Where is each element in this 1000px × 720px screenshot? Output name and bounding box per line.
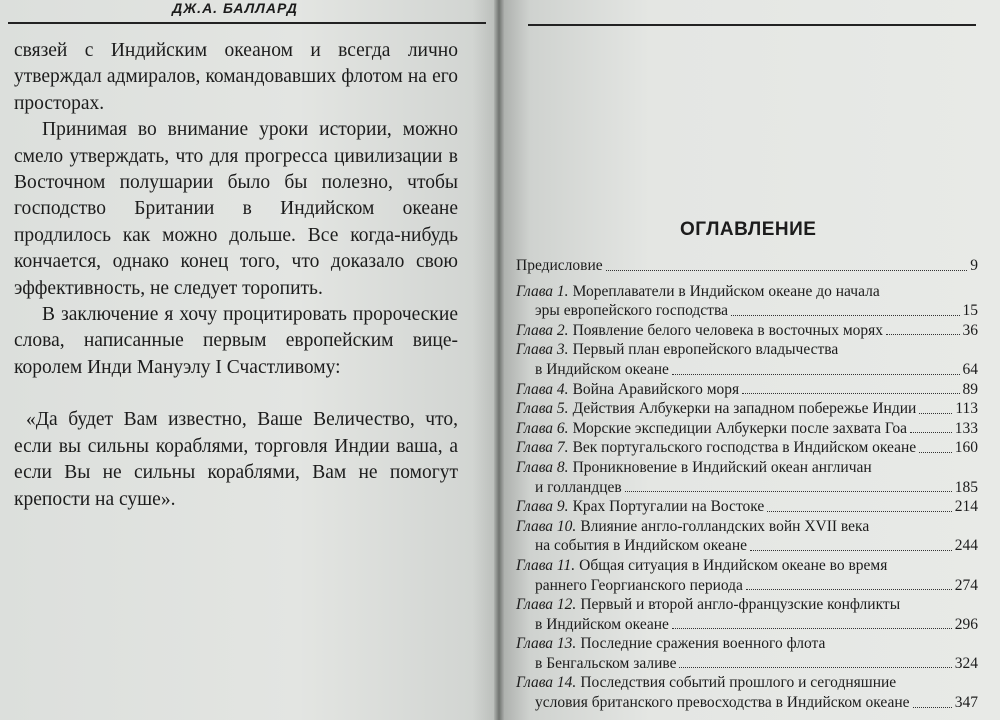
chapter-title: в Индийском океане (535, 360, 669, 378)
toc-title: ОГЛАВЛЕНИЕ (680, 219, 817, 240)
left-page (0, 0, 497, 720)
toc-entry-line (516, 438, 978, 458)
toc-entry-line (516, 615, 978, 635)
toc-entry-line (516, 517, 978, 537)
chapter-label: Глава 3. (516, 341, 569, 359)
toc-entry-line (516, 399, 978, 419)
paragraph-2: Принимая во внимание уроки истории, можно смело утверждать, что для прогресса цивилизации в Восточном полушарии было бы полезно, чтобы господство Британии в Индийском океане продлилось как можно дольше. Все когда-нибудь кончается, однако конец того, что доказало свою эффективность, не следует торопить. (14, 119, 458, 299)
toc-entry-line (516, 595, 978, 615)
toc-entry-line (516, 256, 978, 276)
dot-leader (679, 654, 951, 669)
chapter-title: Первый план европейского владычества (572, 341, 839, 359)
page-number: 15 (962, 302, 978, 320)
chapter-label: Глава 4. (516, 380, 569, 398)
dot-leader (746, 576, 952, 591)
toc-entry-line (516, 458, 978, 478)
chapter-label: Глава 2. (516, 321, 569, 339)
right-page (500, 0, 1000, 720)
dot-leader (913, 693, 952, 708)
toc-entry-line (516, 497, 978, 517)
toc-entry-line (516, 282, 978, 302)
toc-entry (516, 399, 978, 419)
chapter-title: на события в Индийском океане (535, 537, 747, 555)
chapter-title: Крах Португалии на Востоке (572, 498, 765, 516)
toc-entry-line (516, 536, 978, 556)
chapter-title: Первый и второй англо-французские конфликты (580, 596, 901, 614)
toc-entry (516, 595, 978, 634)
chapter-title: Война Аравийского моря (572, 380, 740, 398)
toc-entry-line (516, 693, 978, 713)
chapter-label: Глава 12. (516, 596, 577, 614)
page-number: 347 (954, 694, 978, 712)
toc-entry (516, 673, 978, 712)
toc-entry-line (516, 419, 978, 439)
chapter-title: Мореплаватели в Индийском океане до начала (572, 282, 880, 300)
header-rule (8, 22, 486, 24)
chapter-title: Появление белого человека в восточных морях (572, 321, 884, 339)
chapter-label: Глава 6. (516, 419, 569, 437)
page-number: 64 (962, 360, 978, 378)
toc-entry-line (516, 340, 978, 360)
chapter-title: эры европейского господства (535, 302, 728, 320)
dot-leader (919, 438, 952, 453)
toc-entry (516, 282, 978, 321)
quote-paragraph: «Да будет Вам известно, Ваше Величество, что, если вы сильны кораблями, торговля Индии ваша, а если Вы не сильны кораблями, Вам не помогут крепости на суше». (14, 409, 458, 510)
dot-leader (767, 497, 951, 512)
page-number: 324 (954, 654, 978, 672)
chapter-title: в Бенгальском заливе (535, 654, 677, 672)
toc-entry-line (516, 634, 978, 654)
chapter-label: Глава 11. (516, 556, 576, 574)
toc-entry-line (516, 673, 978, 693)
page-number: 133 (954, 419, 978, 437)
toc-entry (516, 556, 978, 595)
toc-entry-line (516, 556, 978, 576)
chapter-label: Глава 8. (516, 458, 569, 476)
chapter-title: и голландцев (535, 478, 622, 496)
chapter-title: в Индийском океане (535, 615, 669, 633)
dot-leader (672, 360, 960, 375)
page-number: 113 (955, 400, 978, 418)
toc-entry (516, 458, 978, 497)
dot-leader (625, 478, 952, 493)
page-number: 296 (954, 615, 978, 633)
dot-leader (886, 321, 959, 336)
chapter-label: Глава 5. (516, 400, 569, 418)
page-number: 9 (970, 257, 978, 274)
chapter-title: условия британского превосходства в Индийском океане (535, 694, 910, 712)
toc-entry (516, 634, 978, 673)
chapter-label: Глава 13. (516, 635, 577, 653)
chapter-title: Предисловие (516, 257, 603, 274)
chapter-title: Последние сражения военного флота (580, 635, 826, 653)
dot-leader (731, 301, 960, 316)
toc-entry-line (516, 321, 978, 341)
page-number: 160 (954, 439, 978, 457)
dot-leader (910, 419, 952, 434)
toc-entry-line (516, 654, 978, 674)
chapter-title: Морские экспедиции Албукерки после захвата Гоа (572, 419, 908, 437)
dot-leader (742, 380, 959, 395)
chapter-title: Проникновение в Индийский океан англичан (572, 458, 872, 476)
page-number: 185 (954, 478, 978, 496)
toc-entry (516, 419, 978, 439)
toc-entry-line (516, 301, 978, 321)
chapter-label: Глава 1. (516, 282, 569, 300)
paragraph-3: В заключение я хочу процитировать пророческие слова, написанные первым европейским вице-королем Инди Мануэлу I Счастливому: (14, 304, 458, 378)
page-number: 244 (954, 537, 978, 555)
paragraph-1: связей с Индийским океаном и всегда лично утверждал адмиралов, командовавших флотом на его просторах. (14, 40, 458, 114)
toc-entry (516, 321, 978, 341)
body-text (14, 38, 458, 513)
chapter-title: Век португальского господства в Индийском океане (572, 439, 917, 457)
toc-entry-line (516, 360, 978, 380)
book-gutter (494, 0, 504, 720)
page-number: 214 (954, 498, 978, 516)
chapter-title: Последствия событий прошлого и сегодняшние (580, 674, 897, 692)
toc-entry-line (516, 380, 978, 400)
toc-entry (516, 517, 978, 556)
chapter-title: Влияние англо-голландских войн XVII века (580, 517, 870, 535)
dot-leader (919, 399, 952, 414)
header-rule (528, 24, 976, 26)
chapter-label: Глава 10. (516, 517, 577, 535)
chapter-title: Общая ситуация в Индийском океане во время (579, 556, 888, 574)
page-number: 274 (954, 576, 978, 594)
chapter-title: Действия Албукерки на западном побережье Индии (572, 400, 917, 418)
toc-entry (516, 380, 978, 400)
page-number: 36 (962, 321, 978, 339)
dot-leader (750, 536, 952, 551)
chapter-label: Глава 7. (516, 439, 569, 457)
chapter-label: Глава 14. (516, 674, 577, 692)
toc-entry (516, 256, 978, 276)
chapter-label: Глава 9. (516, 498, 569, 516)
chapter-title: раннего Георгианского периода (535, 576, 743, 594)
toc-entry (516, 438, 978, 458)
page-number: 89 (962, 380, 978, 398)
table-of-contents (516, 256, 978, 713)
toc-entry (516, 497, 978, 517)
toc-entry (516, 340, 978, 379)
dot-leader (606, 256, 968, 271)
toc-entry-line (516, 576, 978, 596)
running-head: ДЖ.А. БАЛЛАРД (172, 0, 298, 16)
toc-entry-line (516, 478, 978, 498)
dot-leader (672, 615, 952, 630)
